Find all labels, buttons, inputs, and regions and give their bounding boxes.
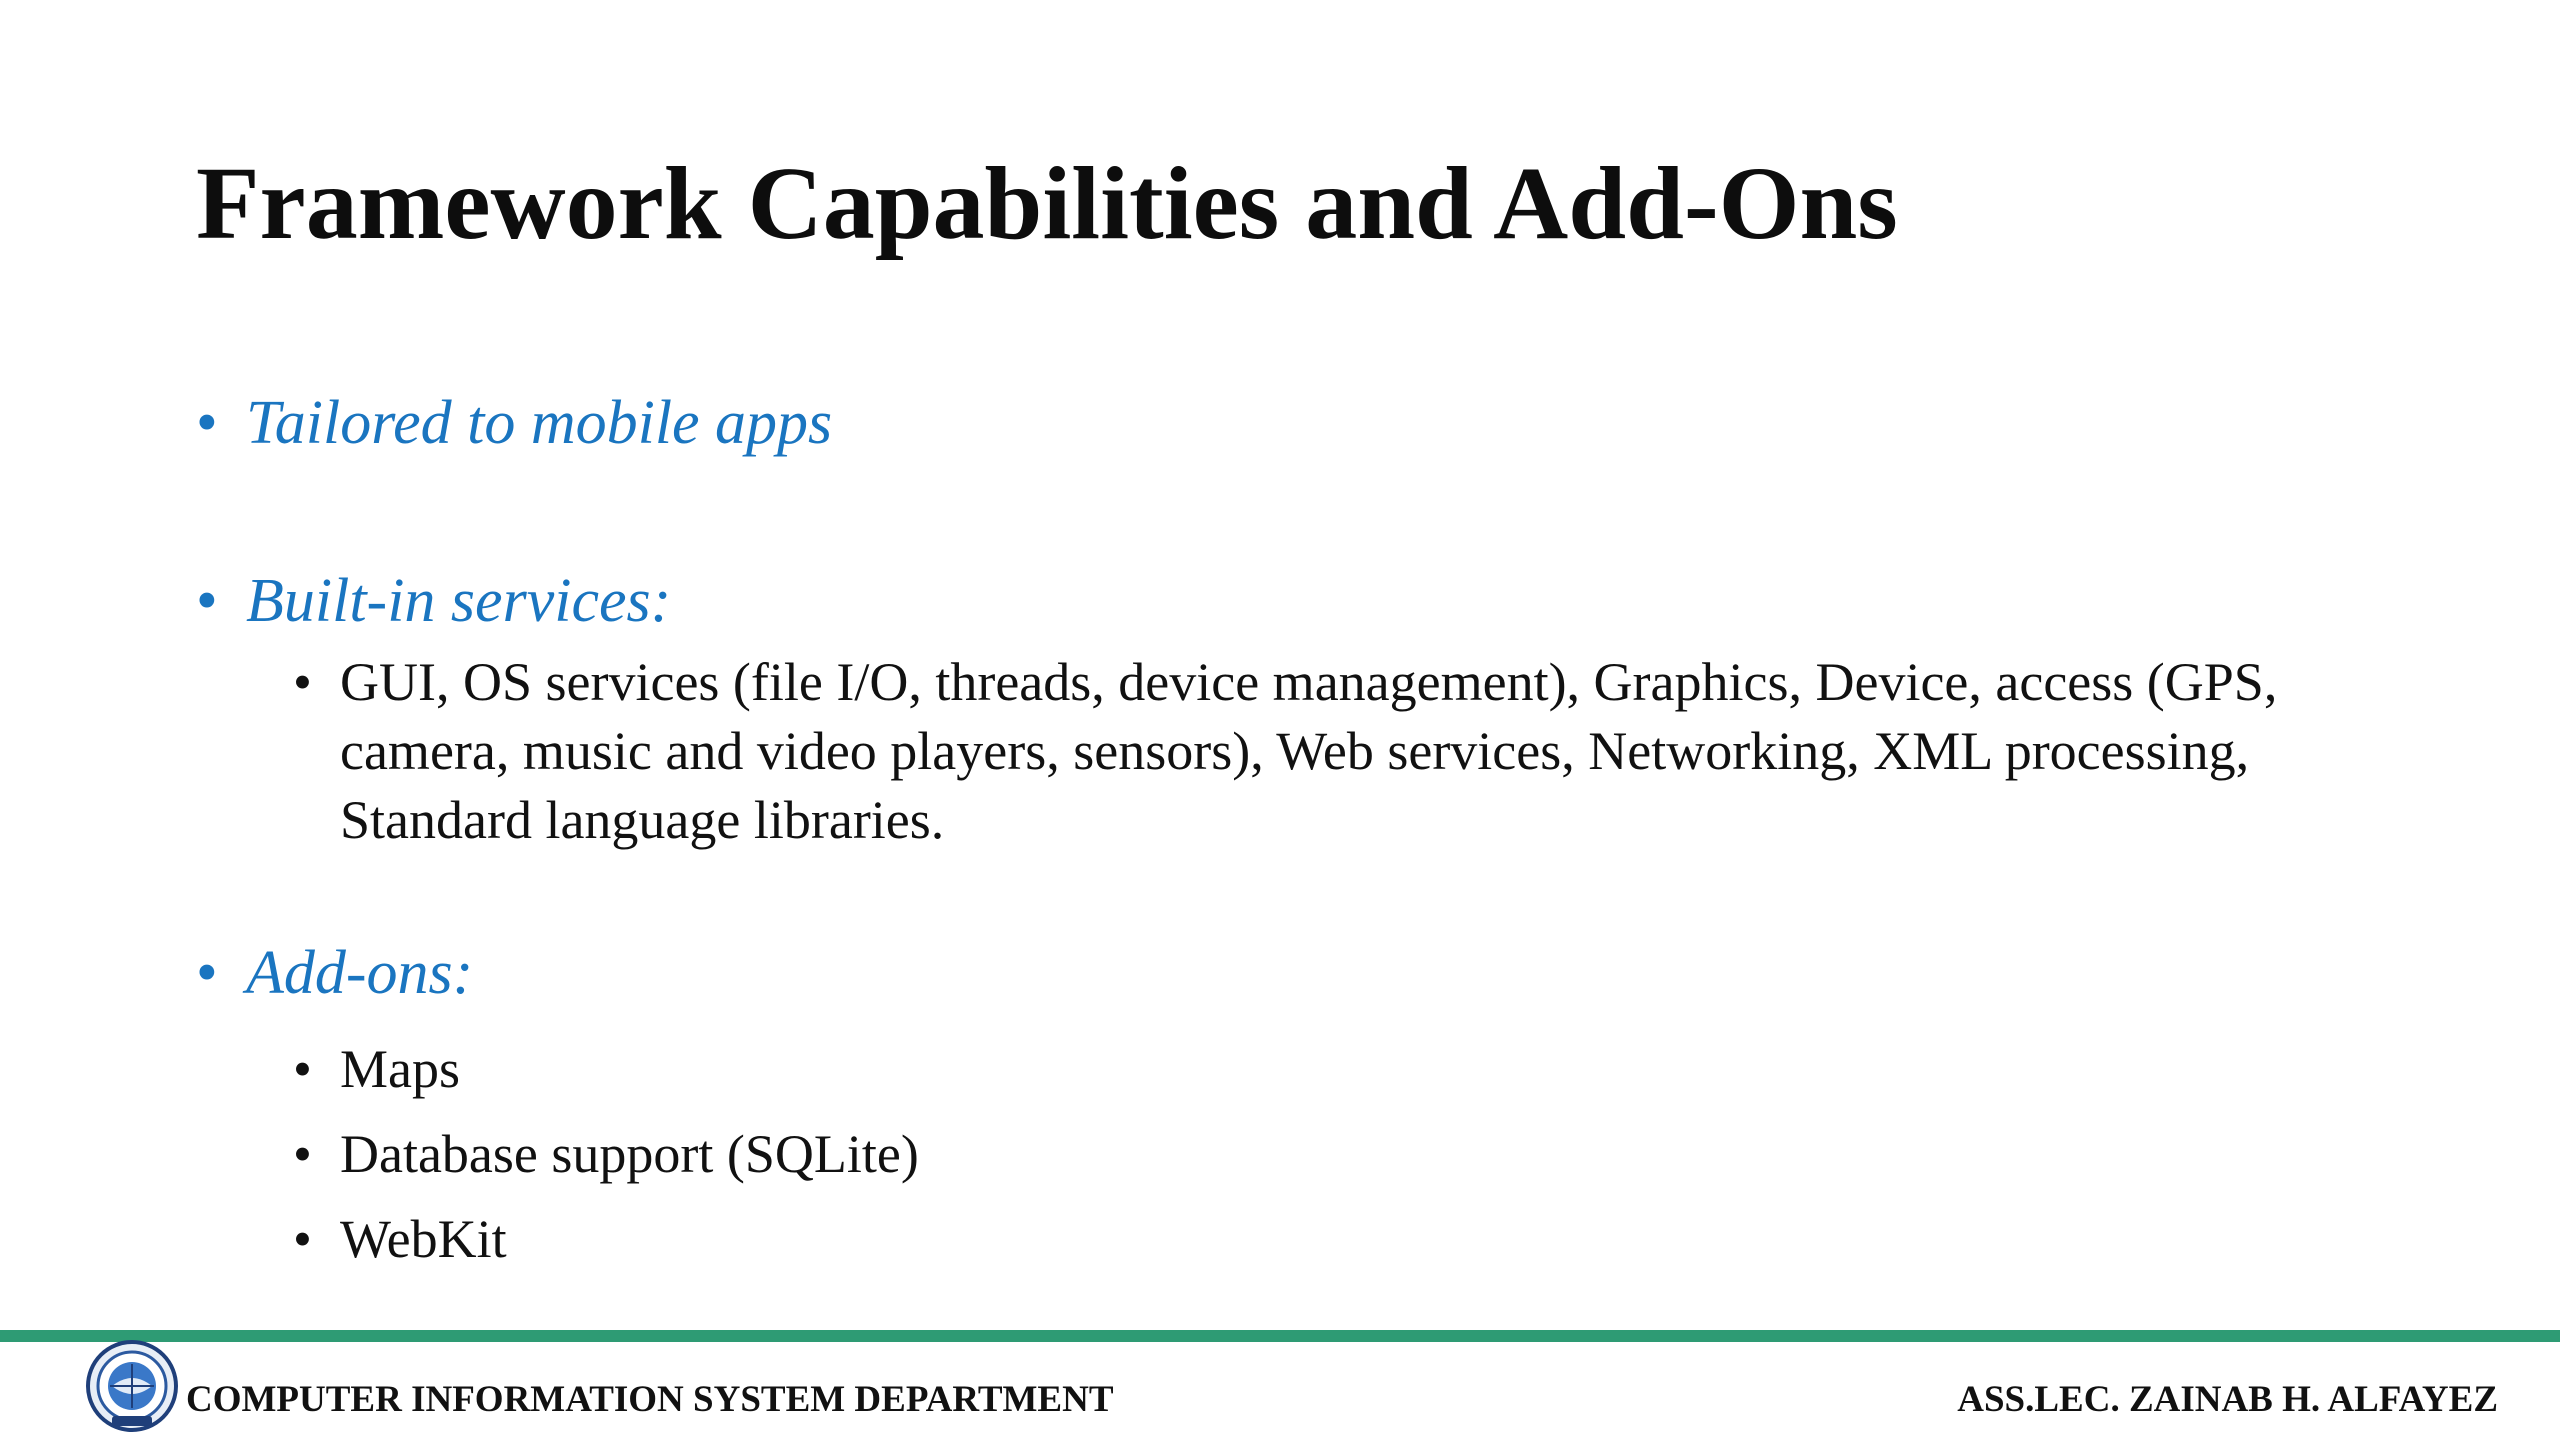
bullet-label: Tailored to mobile apps <box>246 389 833 457</box>
sub-bullet-database <box>293 1120 2396 1189</box>
bullet-dot-icon: • <box>196 566 218 635</box>
university-seal-icon <box>82 1340 182 1432</box>
sub-bullet-dot-icon: • <box>293 1038 312 1099</box>
bullet-add-ons <box>196 935 2396 1013</box>
sub-bullet-webkit <box>293 1205 2396 1274</box>
bullet-dot-icon: • <box>196 939 218 1008</box>
built-in-services-list <box>196 648 2316 855</box>
sub-bullet-dot-icon: • <box>293 1123 312 1184</box>
bullet-tailored <box>196 385 2396 463</box>
sub-bullet-maps <box>293 1035 2396 1104</box>
bullet-label: Built-in services: <box>246 566 672 635</box>
sub-bullet-dot-icon: • <box>293 652 312 712</box>
footer-author: ASS.LEC. ZAINAB H. ALFAYEZ <box>1957 1379 2498 1420</box>
sub-bullet-text: Database support (SQLite) <box>340 1123 919 1184</box>
slide-title: Framework Capabilities and Add-Ons <box>196 146 1898 261</box>
bullet-label: Add-ons: <box>246 939 474 1008</box>
add-ons-list <box>196 1035 2396 1274</box>
sub-bullet-text: GUI, OS services (file I/O, threads, device management), Graphics, Device, access (GPS, camera, music and video players, sensors), Web services, Networking, XML processing, Standard language libraries. <box>340 652 2278 851</box>
slide-content <box>196 385 2396 1274</box>
sub-bullet-services <box>293 648 2316 855</box>
sub-bullet-text: Maps <box>340 1038 460 1099</box>
bullet-built-in-services <box>196 563 2396 641</box>
footer-divider <box>0 1330 2560 1342</box>
bullet-dot-icon: • <box>196 389 218 457</box>
sub-bullet-dot-icon: • <box>293 1209 312 1270</box>
footer-department: COMPUTER INFORMATION SYSTEM DEPARTMENT <box>186 1379 1114 1420</box>
sub-bullet-text: WebKit <box>340 1209 507 1270</box>
